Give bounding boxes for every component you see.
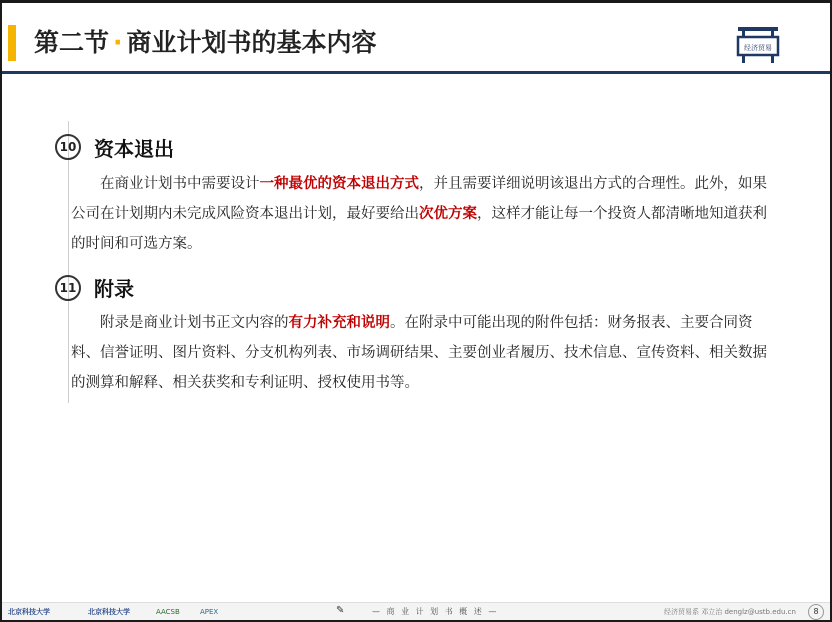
para-text: 在商业计划书中需要设计 (100, 176, 260, 192)
section-paragraph (71, 169, 779, 259)
pen-icon: ✎ (336, 605, 345, 616)
footer-author: 经济贸易系 邓立治 denglz@ustb.edu.cn (664, 608, 796, 616)
header-rule (2, 71, 830, 74)
university-logo: 北京科技大学 (8, 608, 50, 616)
school-logo-icon (734, 25, 782, 65)
para-text: 附录是商业计划书正文内容的 (100, 315, 289, 331)
footer (2, 602, 830, 620)
title-dot: · (113, 28, 123, 57)
para-text: ，并且需要详细说明该退出方式的合理性。此外，如果公司在计划期内未完成风险资本退出计划，最好要给出 (71, 176, 767, 222)
content-left-rule (68, 121, 69, 403)
section-number-badge: 11 (55, 275, 81, 301)
section-paragraph (71, 308, 779, 398)
section-title: 资本退出 (94, 137, 174, 161)
section-number-badge: 10 (55, 134, 81, 160)
para-text: ，这样才能让每一个投资人都清晰地知道获利的时间和可选方案。 (71, 206, 767, 252)
logo-text: 经济贸易 (744, 44, 772, 52)
school-logo: 北京科技大学 (88, 608, 130, 616)
footer-section-label: — 商 业 计 划 书 概 述 — (372, 607, 499, 616)
para-highlight: 次优方案 (419, 206, 477, 222)
title-text: 商业计划书的基本内容 (126, 28, 377, 57)
page-title (34, 23, 377, 63)
apex-logo: APEX (200, 608, 219, 616)
para-highlight: 有力补充和说明 (288, 315, 390, 331)
para-highlight: 一种最优的资本退出方式 (259, 176, 419, 192)
para-text: 。在附录中可能出现的附件包括：财务报表、主要合同资料、信誉证明、图片资料、分支机构列表、市场调研结果、主要创业者履历、技术信息、宣传资料、相关数据的测算和解释、相关获奖和专利证明、授权使用书等。 (71, 315, 767, 391)
slide (2, 3, 830, 620)
title-section-label: 第二节 (34, 28, 110, 57)
aacsb-logo: AACSB (156, 608, 180, 616)
page-number: 8 (808, 604, 824, 620)
section-title: 附录 (94, 277, 134, 301)
title-accent-bar (8, 25, 16, 61)
